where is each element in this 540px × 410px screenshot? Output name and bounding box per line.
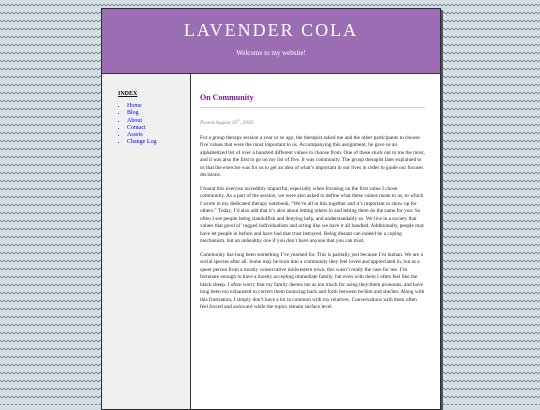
post-date-ordinal: th xyxy=(236,117,240,122)
nav-item-assets xyxy=(127,132,157,139)
nav-link-home[interactable]: Home xyxy=(127,103,142,109)
nav-item-about xyxy=(127,118,157,125)
site-tagline: Welcome to my website! xyxy=(236,49,306,57)
index-heading: INDEX xyxy=(118,91,138,97)
post-paragraph: For a group therapy session a year or so ago, the therapist asked me and the other participants to choose five values that were the most important to us. Accompanying this assignment, he gave us an alphabetized list of over a hundred different values to choose from. One of these stuck out to me the most, and it was also the first to go on my list of five. It was community. The group therapist later explained to us that the exercise was for us to get an idea of what’s important in our lives in order to guide our focuses decisions. xyxy=(200,134,425,179)
site-header xyxy=(102,9,440,74)
post-content xyxy=(200,94,425,318)
post-date-text: Posted August 10 xyxy=(200,119,237,126)
sidebar xyxy=(102,74,191,410)
nav-link-contact[interactable]: Contact xyxy=(127,124,146,131)
site-container xyxy=(101,8,441,410)
post-title: On Community xyxy=(200,94,425,108)
nav-item-home xyxy=(127,103,157,110)
nav-link-about[interactable]: About xyxy=(127,117,142,124)
nav-item-change-log xyxy=(127,139,157,146)
nav-item-blog xyxy=(127,110,157,117)
post-paragraph: Community has long been something I’ve yearned for. This is partially just because I’m human. We are a social species after all. Some may be born into a community they feel loved and appreciated in, but as a queer person from a mostly conservative midwestern town, this wasn’t really the case for me. I’m fortunate enough to have a mostly accepting immediate family, but even with them I often feel like the black sheep. I often worry that my family deems me as too much for using they/them pronouns, and have long been too exhausted to correct them bouncing back and forth between he/him and she/her. Along with this frustration, I simply don’t have a lot in common with my relatives. Conversations with them often feel forced and awkward while the topics remain surface level. xyxy=(200,251,425,311)
post-date-year: , 2026. xyxy=(239,119,255,126)
post-date xyxy=(200,117,425,127)
post-paragraph: I found this exercise incredibly impactful, especially when focusing on the first value I chose: community. As a part of the session, we were also asked to define what these values mean to us, to which I wrote in my dedicated therapy notebook, “We’re all in this together and it’s important to show up for others.” Today, I’d also add that it’s also about letting others in and letting them do the same for you. So often I see people being standoffish and denying help, and understandably so. We live in a society that values that good ol’ rugged individualism and acting like we have it all handled. Additionally, people may have let people in before and have had that trust betrayed. Being distant can indeed be a coping mechanism, but an unhealthy one if you don’t have anyone that you can trust. xyxy=(200,185,425,245)
site-title: LAVENDER COLA xyxy=(183,20,359,40)
nav-item-contact xyxy=(127,125,157,132)
zigzag-line xyxy=(0,4,540,6)
nav-list xyxy=(118,103,157,147)
nav-link-blog[interactable]: Blog xyxy=(127,110,139,117)
nav-link-change-log[interactable]: Change Log xyxy=(127,139,157,146)
nav-link-assets[interactable]: Assets xyxy=(127,132,143,139)
